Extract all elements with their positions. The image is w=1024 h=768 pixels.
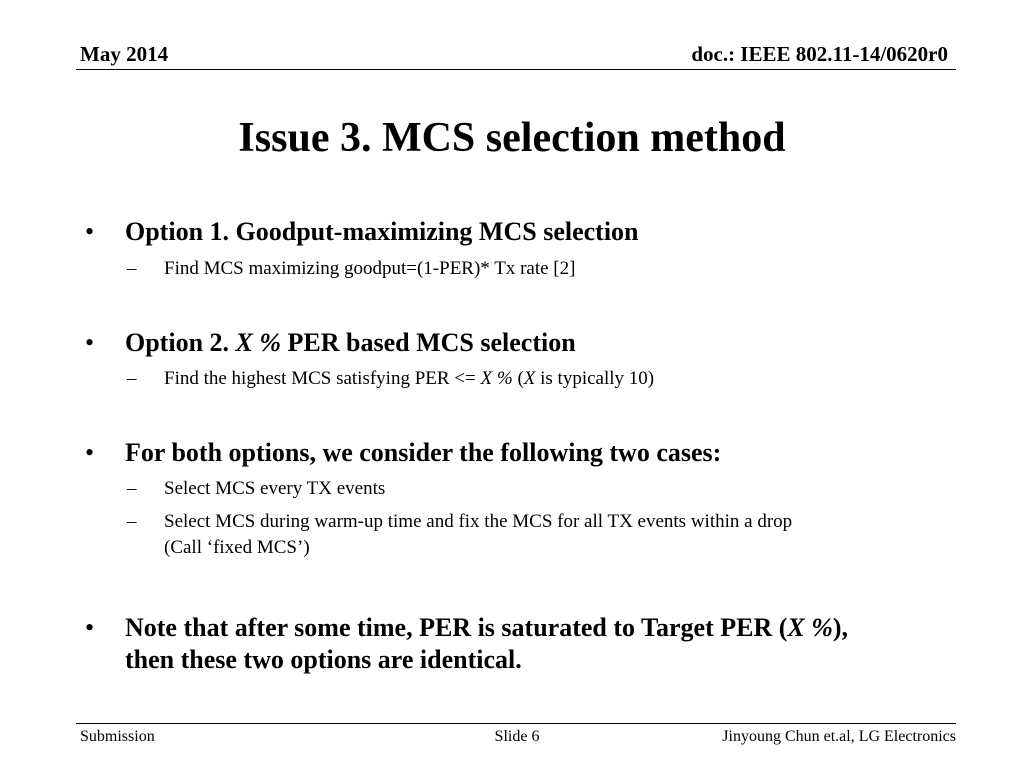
option2-sub1-mid: (	[512, 368, 524, 389]
option1-heading: Option 1. Goodput-maximizing MCS selection	[125, 217, 639, 246]
both-sub2-line2: (Call ‘fixed MCS’)	[164, 537, 310, 558]
header-doc-id: doc.: IEEE 802.11-14/0620r0	[691, 42, 948, 66]
bullet-marker: •	[85, 438, 95, 467]
footer-submission: Submission	[80, 728, 155, 745]
option2-heading-post: PER based MCS selection	[281, 328, 576, 357]
slide-title: Issue 3. MCS selection method	[238, 115, 786, 161]
dash-marker: –	[127, 511, 137, 532]
note-line1-pre: Note that after some time, PER is saturated to Target PER (	[125, 613, 788, 642]
option2-sub1-var: X %	[480, 368, 513, 389]
option1-sub1: Find MCS maximizing goodput=(1-PER)* Tx rate [2]	[164, 258, 576, 279]
note-text	[125, 612, 945, 676]
option2-sub1-pre: Find the highest MCS satisfying PER <=	[164, 368, 481, 389]
dash-marker: –	[127, 478, 137, 499]
header-date: May 2014	[80, 42, 169, 66]
option2-sub1-post: is typically 10)	[535, 368, 655, 389]
bullet-marker: •	[85, 217, 95, 246]
dash-marker: –	[127, 368, 137, 389]
both-sub1: Select MCS every TX events	[164, 478, 386, 499]
footer-slide-number: Slide 6	[494, 728, 540, 745]
option2-heading	[125, 327, 945, 359]
bullet-marker: •	[85, 328, 95, 357]
option2-sub1-var2: X	[523, 368, 536, 389]
bullet-marker: •	[85, 613, 95, 642]
both-heading: For both options, we consider the following two cases:	[125, 438, 722, 467]
option2-heading-var: X %	[235, 328, 282, 357]
dash-marker: –	[127, 258, 137, 279]
note-line1-var: X %	[787, 613, 833, 642]
footer-author: Jinyoung Chun et.al, LG Electronics	[722, 728, 956, 745]
header-divider	[76, 69, 956, 70]
option2-sub1	[164, 366, 944, 392]
both-sub2	[164, 509, 944, 561]
note-line2: then these two options are identical.	[125, 645, 522, 674]
note-line1-post: ),	[832, 613, 849, 642]
both-sub2-line1: Select MCS during warm-up time and fix the MCS for all TX events within a drop	[164, 511, 793, 532]
option2-heading-pre: Option 2.	[125, 328, 236, 357]
footer-divider	[76, 723, 956, 724]
